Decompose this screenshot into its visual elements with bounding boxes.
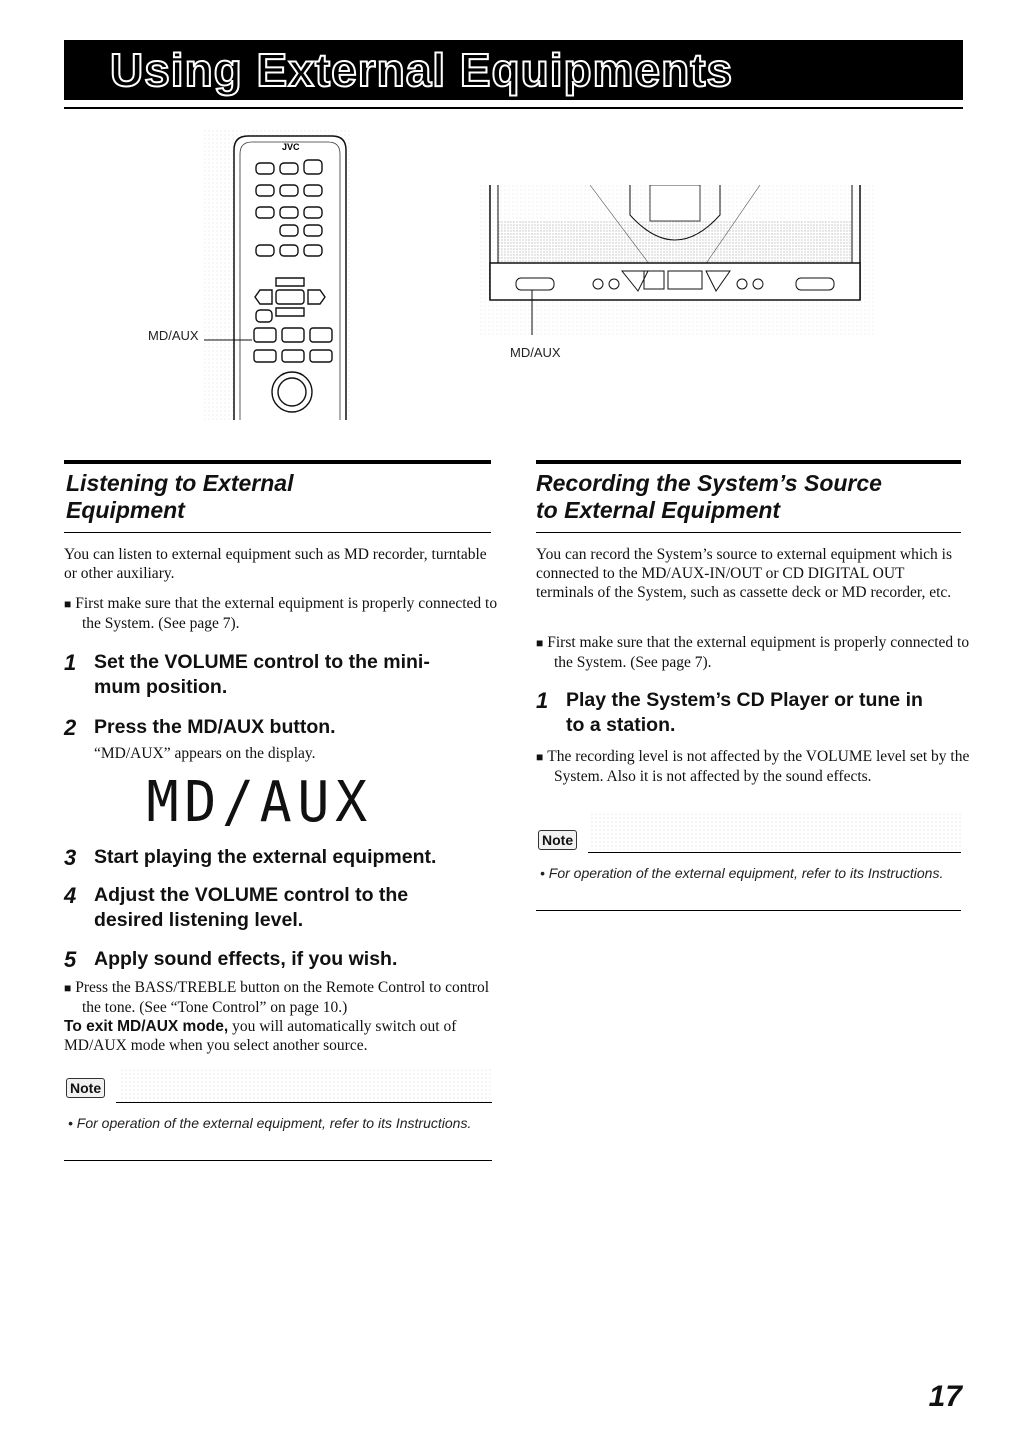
left-note-text: • For operation of the external equipment, refer to its Instructions. <box>68 1115 472 1131</box>
note-icon: Note <box>538 830 577 850</box>
left-step-2 <box>64 715 524 740</box>
right-note-background <box>590 812 962 850</box>
left-note-background <box>120 1068 492 1102</box>
left-heading-top-rule <box>64 460 491 464</box>
unit-mdaux-label: MD/AUX <box>510 345 561 360</box>
left-step5-text: Apply sound effects, if you wish. <box>94 948 398 970</box>
left-step4-line2: desired listening level. <box>94 909 304 931</box>
left-step2-text: Press the MD/AUX button. <box>94 716 336 738</box>
exit-text: you will automatically switch out of MD/AUX mode when you select another source. <box>64 1018 457 1054</box>
left-note-rule-top <box>116 1102 492 1103</box>
step-number: 4 <box>64 883 77 908</box>
left-note-body: For operation of the external equipment, refer to its Instructions. <box>76 1115 472 1131</box>
right-note-rule-top <box>588 852 961 853</box>
remote-mdaux-label: MD/AUX <box>148 328 199 343</box>
main-unit-illustration <box>480 185 875 335</box>
left-step-4 <box>64 883 524 933</box>
right-note-body: For operation of the external equipment, refer to its Instructions. <box>548 865 944 881</box>
right-note-badge <box>538 832 577 850</box>
remote-control-illustration <box>200 130 360 420</box>
page-number: 17 <box>928 1380 962 1413</box>
left-intro: You can listen to external equipment such as MD recorder, turntable or other auxiliary. <box>64 546 487 582</box>
right-heading-line2: to External Equipment <box>536 497 781 523</box>
left-exit-paragraph <box>64 1017 492 1055</box>
step-number: 1 <box>64 650 77 675</box>
left-step1-line1: Set the VOLUME control to the mini- <box>94 651 430 673</box>
right-step1-line1: Play the System’s CD Player or tune in <box>566 689 923 711</box>
left-step-3 <box>64 845 524 870</box>
left-step3-text: Start playing the external equipment. <box>94 846 437 868</box>
step-number: 2 <box>64 715 77 740</box>
right-bullet-1: ■ First make sure that the external equipment is properly connected to the System. (See page 7). <box>536 633 979 672</box>
step-number: 5 <box>64 947 77 972</box>
left-heading-line1: Listening to External <box>66 470 294 496</box>
display-readout: MD/AUX <box>146 770 373 835</box>
left-note-badge <box>66 1080 105 1098</box>
right-intro: You can record the System’s source to external equipment which is connected to the MD/AUX-IN/OUT or CD DIGITAL OUT terminals of the System, such as cassette deck or MD recorder, etc. <box>536 546 952 601</box>
step-number: 3 <box>64 845 77 870</box>
right-heading-bottom-rule <box>536 532 961 533</box>
left-bullet-1: ■ First make sure that the external equipment is properly connected to the System. (See page 7). <box>64 594 510 633</box>
left-step-1 <box>64 650 524 700</box>
left-heading-bottom-rule <box>64 532 491 533</box>
left-step-5 <box>64 947 524 972</box>
left-heading-line2: Equipment <box>66 497 185 523</box>
step-number: 1 <box>536 688 549 713</box>
left-step4-line1: Adjust the VOLUME control to the <box>94 884 409 906</box>
right-step-1 <box>536 688 996 738</box>
right-note-text: • For operation of the external equipment, refer to its Instructions. <box>540 865 944 881</box>
left-step1-line2: mum position. <box>94 676 228 698</box>
left-section-heading <box>66 470 491 524</box>
right-heading-line1: Recording the System’s Source <box>536 470 882 496</box>
remote-brand: JVC <box>282 142 300 152</box>
right-bullet-2: ■ The recording level is not affected by the VOLUME level set by the System. Also it is not affected by the sound effects. <box>536 747 979 786</box>
right-heading-top-rule <box>536 460 961 464</box>
right-section-heading <box>536 470 961 524</box>
right-step1-line2: to a station. <box>566 714 676 736</box>
page-title: Using External Equipments <box>110 44 734 96</box>
title-underline <box>64 107 963 109</box>
exit-bold-label: To exit MD/AUX mode, <box>64 1018 229 1035</box>
left-step2-sub: “MD/AUX” appears on the display. <box>94 745 316 762</box>
note-icon: Note <box>66 1078 105 1098</box>
page-title-bar <box>64 40 963 100</box>
right-note-rule-bottom <box>536 910 961 911</box>
left-note-rule-bottom <box>64 1160 492 1161</box>
left-bullet-2: ■ Press the BASS/TREBLE button on the Remote Control to control the tone. (See “Tone Control” on page 10.) <box>64 978 510 1017</box>
